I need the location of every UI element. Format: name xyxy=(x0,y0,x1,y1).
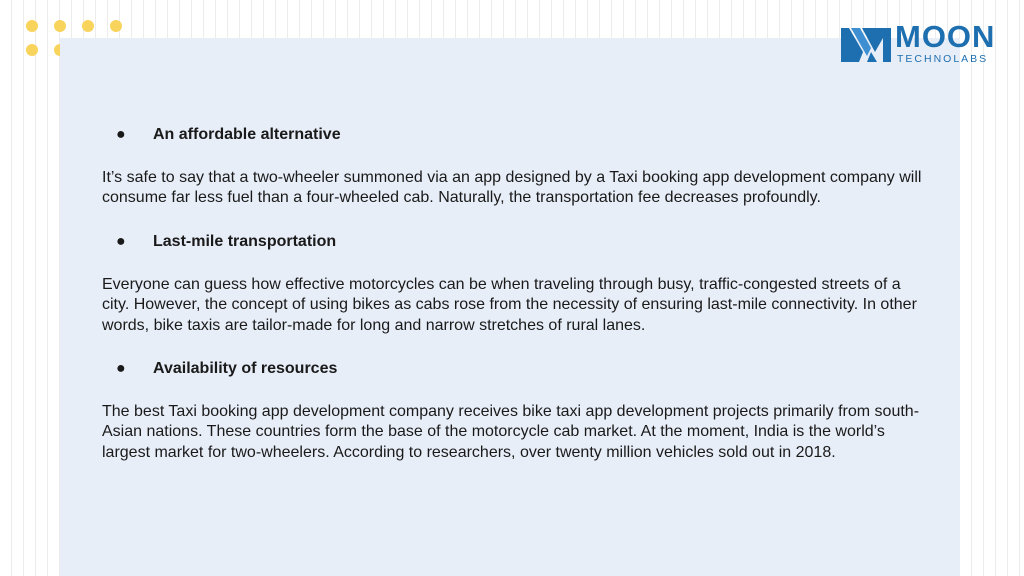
section-heading xyxy=(102,231,932,253)
decorative-dot xyxy=(82,20,94,32)
section-paragraph: Everyone can guess how effective motorcycles can be when traveling through busy, traffic-congested streets of a city. However, the concept of using bikes as cabs rose from the necessity of ensuring last-mile connectivity. In other words, bike taxis are tailor-made for long and narrow stretches of rural lanes. xyxy=(102,275,917,334)
moon-technolabs-logo-icon xyxy=(841,22,891,64)
article-content xyxy=(102,124,932,485)
bullet-icon: ● xyxy=(116,126,126,143)
section-heading-text: Availability of resources xyxy=(153,360,338,378)
logo-subtitle: TECHNOLABS xyxy=(897,53,989,65)
section-paragraph: The best Taxi booking app development company receives bike taxi app development projects primarily from south-Asian nations. These countries form the base of the motorcycle cab market. At the moment, India is the world’s largest market for two-wheelers. According to researchers, over twenty million vehicles sold out in 2018. xyxy=(102,403,920,461)
decorative-dot xyxy=(26,20,38,32)
section-paragraph: It’s safe to say that a two-wheeler summoned via an app designed by a Taxi booking app development company will consume far less fuel than a four-wheeled cab. Naturally, the transportation fee decreases profoundly. xyxy=(102,169,922,207)
decorative-dot xyxy=(54,20,66,32)
section-heading-text: An affordable alternative xyxy=(153,126,341,143)
section-heading-text: Last-mile transportation xyxy=(153,232,337,250)
decorative-dot xyxy=(110,20,122,32)
section-heading xyxy=(102,358,932,380)
bullet-icon: ● xyxy=(116,360,126,378)
section-heading xyxy=(102,124,932,146)
decorative-dot xyxy=(26,44,38,56)
company-logo xyxy=(841,19,1001,66)
logo-title: MOON xyxy=(895,19,996,54)
bullet-icon: ● xyxy=(116,232,126,250)
